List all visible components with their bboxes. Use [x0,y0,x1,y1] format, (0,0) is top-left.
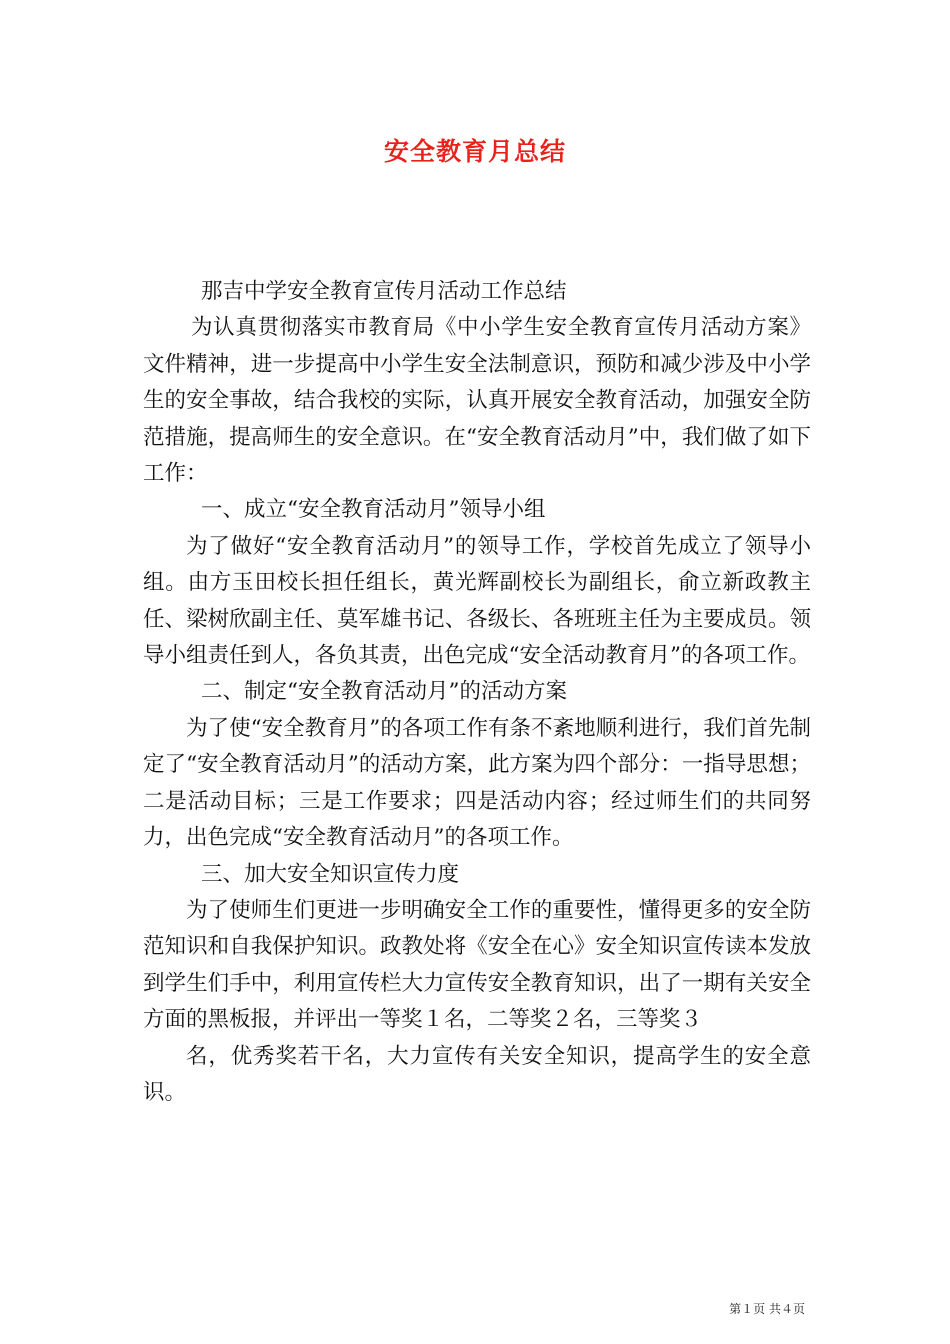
paragraph-section-1: 为了做好“安全教育活动月”的领导工作，学校首先成立了领导小组。由方玉田校长担任组长，黄光辉副校长为副组长，俞立新政教主任、梁树欣副主任、莫军雄书记、各级长、各班班主任为主要成员。领导小组责任到人，各负其责，出色完成“安全活动教育月”的各项工作。 [143,533,811,669]
document-heading: 那吉中学安全教育宣传月活动工作总结 [201,279,567,304]
paragraph-section-3: 为了使师生们更进一步明确安全工作的重要性，懂得更多的安全防范知识和自我保护知识。政教处将《安全在心》安全知识宣传读本发放到学生们手中，利用宣传栏大力宣传安全教育知识，出了一期有关安全方面的黑板报，并评出一等奖１名，二等奖２名，三等奖３ [143,897,811,1033]
page-number-footer: 第１页 共４页 [729,1302,805,1316]
paragraph-intro: 为认真贯彻落实市教育局《中小学生安全教育宣传月活动方案》文件精神，进一步提高中小学生安全法制意识，预防和减少涉及中小学生的安全事故，结合我校的实际，认真开展安全教育活动，加强安全防范措施，提高师生的安全意识。在“安全教育活动月”中，我们做了如下工作： [143,315,811,487]
section-heading-1: 一、成立“安全教育活动月”领导小组 [201,497,546,523]
paragraph-section-2: 为了使“安全教育月”的各项工作有条不紊地顺利进行，我们首先制定了“安全教育活动月”的活动方案，此方案为四个部分：一指导思想；二是活动目标；三是工作要求；四是活动内容；经过师生们的共同努力，出色完成“安全教育活动月”的各项工作。 [143,715,811,851]
section-heading-2: 二、制定“安全教育活动月”的活动方案 [201,679,567,705]
paragraph-section-3-cont: 名，优秀奖若干名，大力宣传有关安全知识，提高学生的安全意识。 [143,1043,811,1105]
page-title: 安全教育月总结 [383,137,566,166]
section-heading-3: 三、加大安全知识宣传力度 [201,861,460,887]
document-body [143,274,811,1111]
